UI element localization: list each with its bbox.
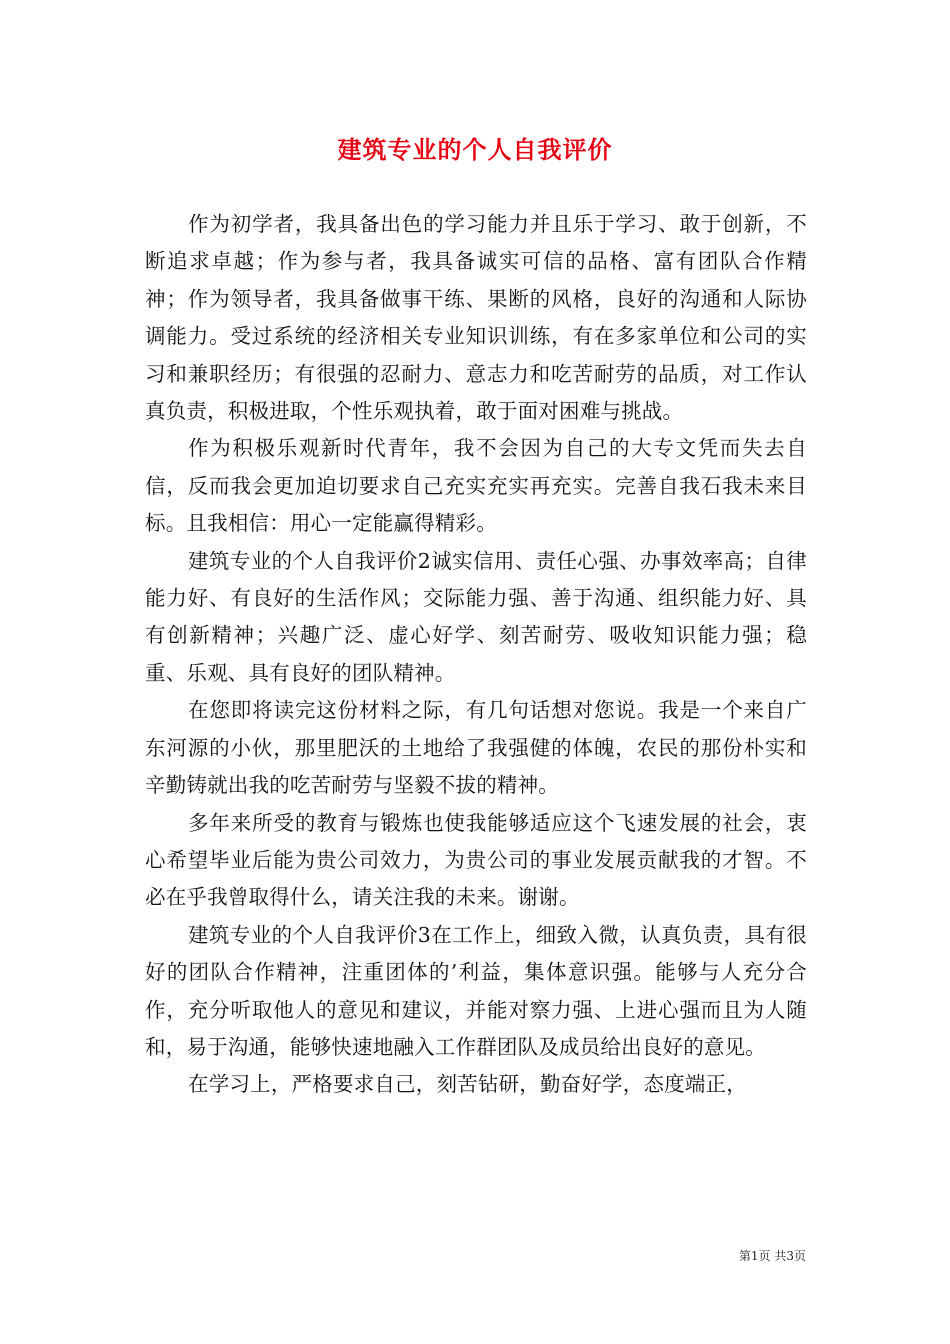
page-title: 建筑专业的个人自我评价 (337, 135, 613, 164)
paragraph: 建筑专业的个人自我评价3在工作上，细致入微，认真负责，具有很好的团队合作精神，注重团体的’利益，集体意识强。能够与人充分合作，充分听取他人的意见和建议，并能对察力强、上进心强而且为人随和，易于沟通，能够快速地融入工作群团队及成员给出良好的意见。 (145, 922, 807, 1059)
paragraph: 在您即将读完这份材料之际，有几句话想对您说。我是一个来自广东河源的小伙，那里肥沃的土地给了我强健的体魄，农民的那份朴实和辛勤铸就出我的吃苦耐劳与坚毅不拔的精神。 (145, 698, 807, 798)
document-body (145, 206, 807, 1104)
paragraph: 作为积极乐观新时代青年，我不会因为自己的大专文凭而失去自信，反而我会更加迫切要求自己充实充实再充实。完善自我石我未来目标。且我相信：用心一定能赢得精彩。 (145, 436, 807, 536)
page-number-footer: 第1页 共3页 (738, 1249, 806, 1263)
paragraph: 建筑专业的个人自我评价2诚实信用、责任心强、办事效率高；自律能力好、有良好的生活作风；交际能力强、善于沟通、组织能力好、具有创新精神；兴趣广泛、虚心好学、刻苦耐劳、吸收知识能力强；稳重、乐观、具有良好的团队精神。 (145, 548, 807, 685)
paragraph: 作为初学者，我具备出色的学习能力并且乐于学习、敢于创新，不断追求卓越；作为参与者，我具备诚实可信的品格、富有团队合作精神；作为领导者，我具备做事干练、果断的风格，良好的沟通和人际协调能力。受过系统的经济相关专业知识训练，有在多家单位和公司的实习和兼职经历；有很强的忍耐力、意志力和吃苦耐劳的品质，对工作认真负责，积极进取，个性乐观执着，敢于面对困难与挑战。 (145, 212, 807, 424)
paragraph: 在学习上，严格要求自己，刻苦钻研，勤奋好学，态度端正， (188, 1072, 747, 1097)
paragraph: 多年来所受的教育与锻炼也使我能够适应这个飞速发展的社会，衷心希望毕业后能为贵公司效力，为贵公司的事业发展贡献我的才智。不必在乎我曾取得什么，请关注我的未来。谢谢。 (145, 810, 807, 910)
